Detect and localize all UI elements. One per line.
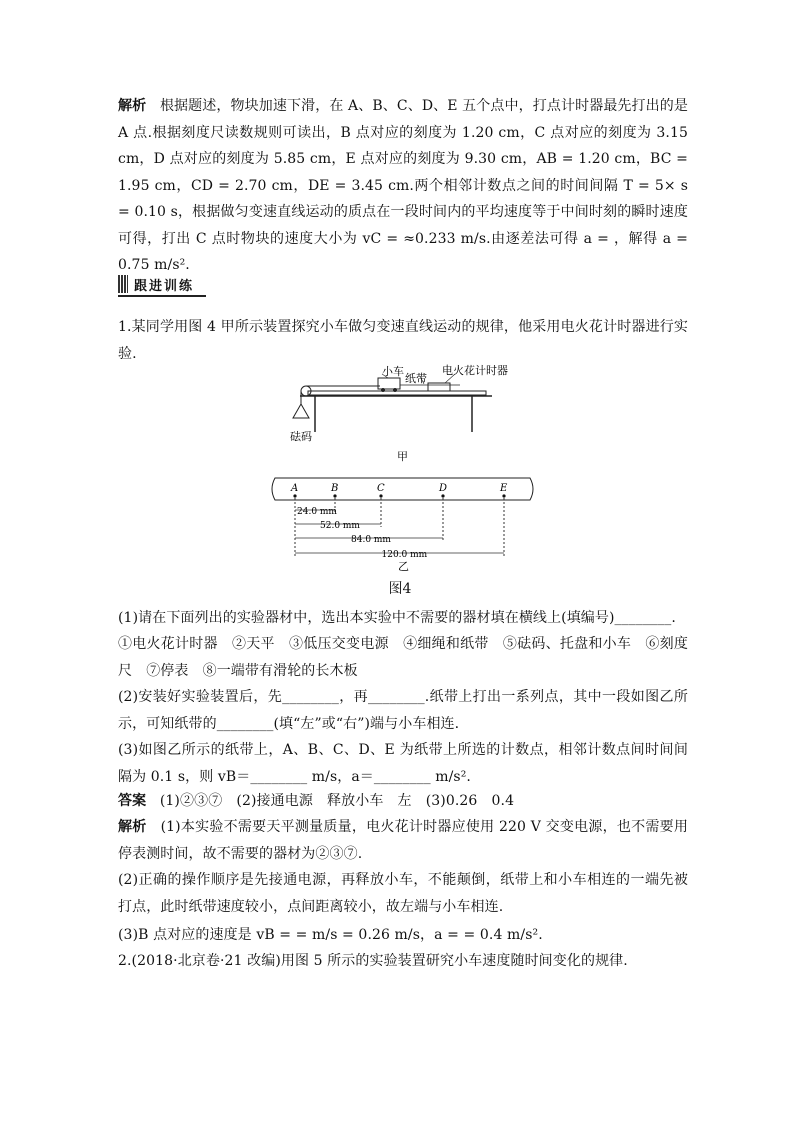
dimension-label: 84.0 mm <box>351 535 391 545</box>
tape-point-label: A <box>291 483 299 494</box>
figure-caption: 图4 <box>388 581 412 597</box>
tape-dot <box>441 494 444 497</box>
tape-dot <box>379 494 382 497</box>
dimension-label: 120.0 mm <box>381 550 428 560</box>
cart-wheel <box>393 388 397 392</box>
timer <box>428 383 450 391</box>
tape-diagram <box>272 478 533 573</box>
question-1-part-2: (2)安装好实验装置后，先________，再________.纸带上打出一系列点，其中一段如图乙所示，可知纸带的________(填“左”或“右”)端与小车相连. <box>118 689 688 732</box>
question-1-part-1: (1)请在下面列出的实验器材中，选出本实验中不需要的器材填在横线上(填编号)________. <box>118 610 676 626</box>
analysis-paragraph-1 <box>118 93 688 279</box>
tape-point-label: D <box>439 483 448 494</box>
label-tape: 纸带 <box>405 372 427 385</box>
tape-dot <box>333 494 336 497</box>
analysis-text: 根据题述，物块加速下滑，在 A、B、C、D、E 五个点中，打点计时器最先打出的是 A 点.根据刻度尺读数规则可读出，B 点对应的刻度为 1.20 cm，C 点对应的刻度为 3.15 cm，D 点对应的刻度为 5.85 cm，E 点对应的刻度为 9.30 cm，AB = 1.20 cm，BC = 1.95 cm，CD = 2.70 cm，DE = 3.45 cm.两个相邻计数点之间的时间间隔 T = 5× s = 0.10 s，根据做匀变速直线运动的质点在一段时间内的平均速度等于中间时刻的瞬时速度可得，打出 C 点时物块的速度大小为 vC = ≈0.233 m/s.由逐差法可得 a = ，解得 a = 0.75 m/s². <box>118 98 688 273</box>
tape-dot <box>502 494 505 497</box>
analysis-2-part-1: (1)本实验不需要天平测量质量，电火花计时器应使用 220 V 交变电源，也不需要用停表测时间，故不需要的器材为②③⑦. <box>118 819 689 862</box>
question-2-stem: 2.(2018·北京卷·21 改编)用图 5 所示的实验装置研究小车速度随时间变化的规律. <box>118 953 628 969</box>
tape-point-label: C <box>377 483 385 494</box>
tape-point-label: B <box>331 483 339 494</box>
dimension-label: 52.0 mm <box>320 521 360 531</box>
section-tag <box>118 273 206 295</box>
answer-label: 答案 <box>118 793 147 809</box>
analysis-label: 解析 <box>118 98 147 114</box>
label-jia: 甲 <box>397 450 408 463</box>
figure-4 <box>260 360 550 580</box>
cart-wheel <box>381 388 385 392</box>
analysis-2-part-3: (3)B 点对应的速度是 vB = = m/s = 0.26 m/s，a = = 0.4 m/s². <box>118 927 543 943</box>
tape-point-label: E <box>500 483 508 494</box>
question-1-stem: 1.某同学用图 4 甲所示装置探究小车做匀变速直线运动的规律，他采用电火花计时器进行实验. <box>118 319 688 362</box>
section-bars-icon <box>118 275 128 293</box>
label-weight: 砝码 <box>290 430 312 443</box>
cart <box>378 378 400 389</box>
analysis-2-part-2: (2)正确的操作顺序是先接通电源，再释放小车，不能颠倒，纸带上和小车相连的一端先被打点，此时纸带速度较小，点间距离较小，故左端与小车相连. <box>118 872 688 915</box>
question-1-items: ①电火花计时器 ②天平 ③低压交变电源 ④细绳和纸带 ⑤砝码、托盘和小车 ⑥刻度尺 ⑦停表 ⑧一端带有滑轮的长木板 <box>118 636 688 679</box>
track-board <box>308 391 486 395</box>
paper-tape <box>272 478 533 500</box>
weight-tray <box>293 404 309 418</box>
analysis-label: 解析 <box>118 819 147 835</box>
answer-text: (1)②③⑦ (2)接通电源 释放小车 左 (3)0.26 0.4 <box>159 793 515 809</box>
section-underline <box>118 295 206 297</box>
label-car: 小车 <box>382 365 404 378</box>
tape-dot <box>293 494 296 497</box>
label-yi: 乙 <box>398 560 409 573</box>
dimension-label: 24.0 mm <box>297 507 337 517</box>
section-tag-label: 跟进训练 <box>134 278 195 294</box>
label-timer: 电火花计时器 <box>442 364 508 377</box>
answer-line <box>118 788 688 815</box>
analysis-paragraph-2 <box>118 814 688 867</box>
apparatus-diagram <box>290 363 508 463</box>
question-1-part-3: (3)如图乙所示的纸带上，A、B、C、D、E 为纸带上所选的计数点，相邻计数点间时间间隔为 0.1 s，则 vB＝________ m/s，a＝________ m/s². <box>118 742 688 785</box>
